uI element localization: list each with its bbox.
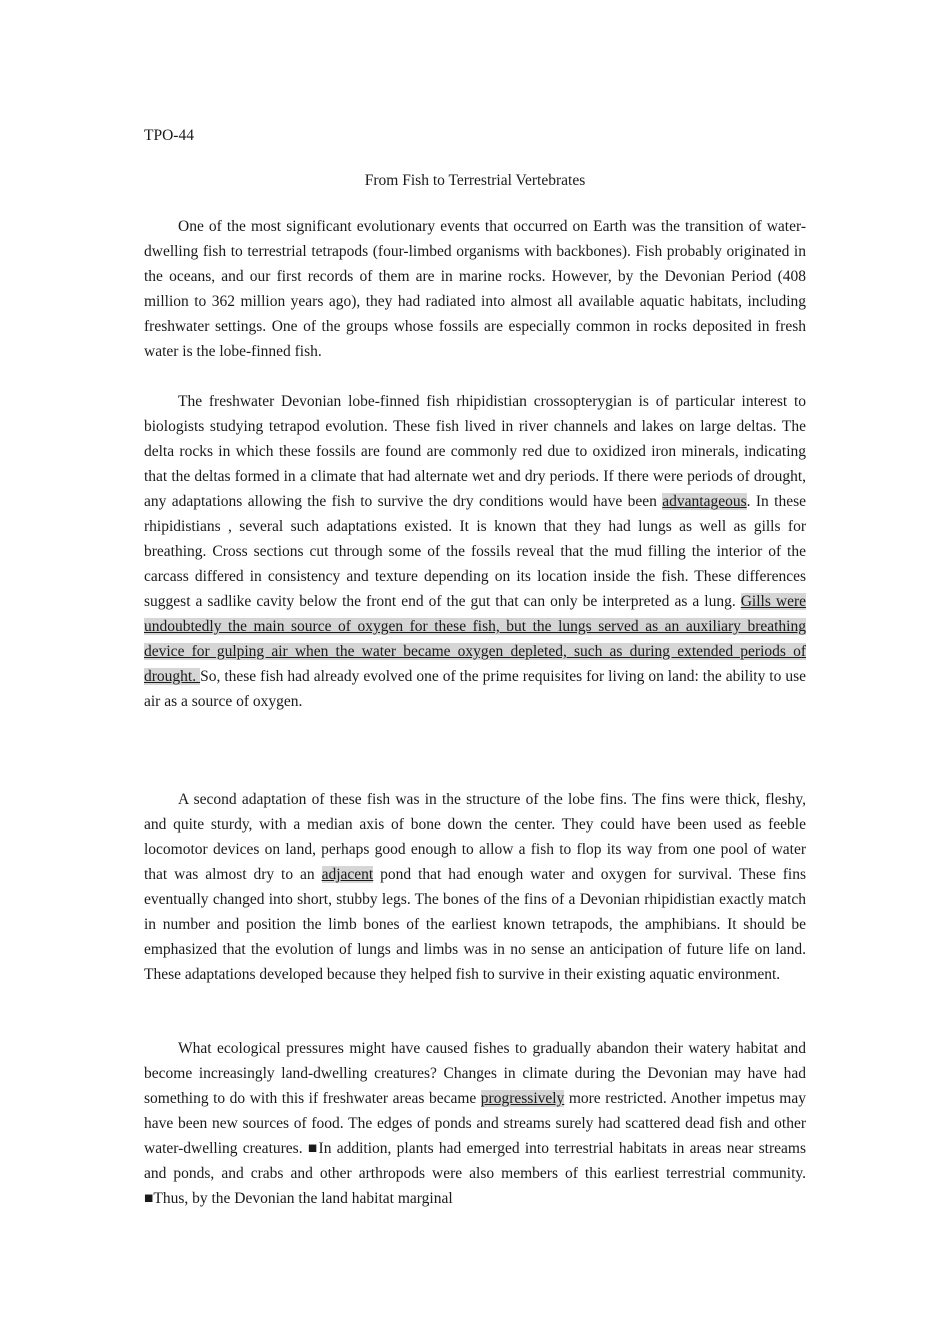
- paragraph-3: [144, 787, 806, 987]
- paragraph-4: [144, 1036, 806, 1211]
- paragraph-2-text-c: So, these fish had already evolved one of the prime requisites for living on land: the ability to use air as a source of oxygen.: [144, 668, 807, 710]
- passage-body-2: [144, 389, 806, 714]
- highlight-adjacent[interactable]: adjacent: [321, 866, 374, 883]
- paragraph-2-text-b: . In these rhipidistians , several such adaptations existed. It is known that they had lungs as well as gills for breathing. Cross sections cut through some of the fossils reveal that the mud filling the interior of the carcass differed in consistency and texture depending on its location inside the fish. These differences suggest a sadlike cavity below the front end of the gut that can only be interpreted as a lung.: [144, 493, 807, 610]
- paragraph-2-text-a: The freshwater Devonian lobe-finned fish rhipidistian crossopterygian is of particular interest to biologists studying tetrapod evolution. These fish lived in river channels and lakes on large deltas. The delta rocks in which these fossils are found are commonly red due to oxidized iron minerals, indicating that the deltas formed in a climate that had alternate wet and dry periods. If there were periods of drought, any adaptations allowing the fish to survive the dry conditions would have been: [144, 393, 806, 510]
- paragraph-3-text-a: A second adaptation of these fish was in the structure of the lobe fins. The fins were thick, fleshy, and quite sturdy, with a median axis of bone down the center. They could have been used as feeble locomotor devices on land, perhaps good enough to allow a fish to flop its way from one pool of water that was almost dry to an: [144, 791, 806, 883]
- passage-title: From Fish to Terrestrial Vertebrates: [364, 172, 586, 189]
- paragraph-4-text-b: more restricted. Another impetus may have been new sources of food. The edges of ponds and streams surely had scattered dead fish and other water-dwelling creatures. ■In addition, plants had emerged into terrestrial habitats in areas near streams and ponds, and crabs and other arthropods were also members of this earliest terrestrial community. ■Thus, by the Devonian the land habitat marginal: [144, 1090, 806, 1207]
- passage-body-3: [144, 787, 806, 987]
- highlight-sentence-gills[interactable]: Gills were undoubtedly the main source of oxygen for these fish, but the lungs served as an auxiliary breathing device for gulping air when the water became oxygen depleted, such as during extended periods of drought.: [144, 593, 806, 685]
- test-label: TPO-44: [144, 127, 194, 144]
- passage-body-4: [144, 1036, 806, 1211]
- highlight-progressively[interactable]: progressively: [480, 1090, 565, 1107]
- highlight-advantageous[interactable]: advantageous: [662, 493, 747, 510]
- paragraph-3-text-b: pond that had enough water and oxygen for survival. These fins eventually changed into short, stubby legs. The bones of the fins of a Devonian rhipidistian exactly match in number and position the limb bones of the earliest known tetrapods, the amphibians. It should be emphasized that the evolution of lungs and limbs was in no sense an anticipation of future life on land. These adaptations developed because they helped fish to survive in their existing aquatic environment.: [144, 866, 807, 983]
- passage-body: [144, 214, 806, 364]
- paragraph-4-text-a: What ecological pressures might have caused fishes to gradually abandon their watery habitat and become increasingly land-dwelling creatures? Changes in climate during the Devonian may have had something to do with this if freshwater areas became: [144, 1040, 806, 1107]
- paragraph-2: [144, 389, 806, 714]
- paragraph-1: One of the most significant evolutionary events that occurred on Earth was the transition of water-dwelling fish to terrestrial tetrapods (four-limbed organisms with backbones). Fish probably originated in the oceans, and our first records of them are in marine rocks. However, by the Devonian Period (408 million to 362 million years ago), they had radiated into almost all available aquatic habitats, including freshwater settings. One of the groups whose fossils are especially common in rocks deposited in fresh water is the lobe-finned fish.: [144, 218, 806, 360]
